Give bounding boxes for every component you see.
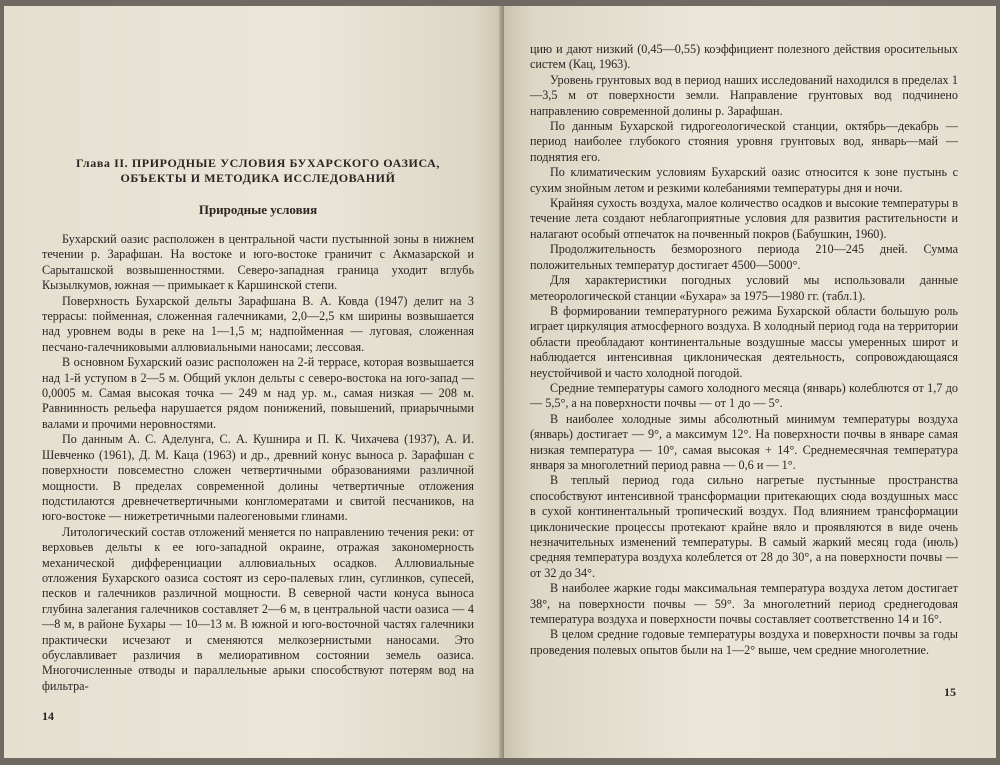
paragraph: В целом средние годовые температуры воздуха и поверхности почвы за годы проведения полевых опытов были на 1—2° выше, чем средние многолетние.	[530, 627, 958, 657]
paragraph: Средние температуры самого холодного месяца (январь) колеблются от 1,7 до — 5,5°, а на поверхности почвы — от 1 до — 5°.	[530, 380, 958, 411]
paragraph: В наиболее жаркие годы максимальная температура воздуха летом достигает 38°, на поверхности почвы — 59°. За многолетний период среднегодовая температура воздуха и поверхности почвы составляет соответственно 14 и 16°.	[530, 581, 958, 627]
paragraph: Продолжительность безморозного периода 210—245 дней. Сумма положительных температур достигает 4500—5000°.	[530, 242, 958, 272]
page-number-left: 14	[42, 709, 54, 723]
page-number-right: 15	[944, 685, 956, 699]
paragraph: Крайняя сухость воздуха, малое количество осадков и высокие температуры в течение лета создают неблагоприятные условия для развития растительности и налагают особый отпечаток на почвенный покров (Бабушкин, 1960).	[530, 196, 958, 241]
paragraph: В формировании температурного режима Бухарской области большую роль играет циркуляция атмосферного воздуха. В холодный период года на территории области преобладают континентальные воздушные массы умеренных широт и наблюдается интенсивная циклоническая деятельность, сопровождающаяся неустойчивой и часто холодной погодой.	[530, 303, 958, 380]
paragraph: В теплый период года сильно нагретые пустынные пространства способствуют интенсивной трансформации притекающих сюда воздушных масс в сухой континентальный тропический воздух. Под влиянием трансформации циклонические процессы протекают крайне вяло и проявляются в виде очень незначительных изменений температуры. В самый жаркий месяц года (июль) средняя температура воздуха колеблется от 28 до 30°, а на поверхности почвы — от 32 до 34°.	[530, 473, 958, 580]
paragraph: По данным Бухарской гидрогеологической станции, октябрь—декабрь — период наиболее глубокого стояния уровня грунтовых вод, январь—май — поднятия его.	[530, 119, 958, 164]
paragraph: Поверхность Бухарской дельты Зарафшана В. А. Ковда (1947) делит на 3 террасы: пойменная, сложенная галечниками, 2,0—2,5 км ширины возвышается над уровнем воды в реке на 1—1,5 м; надпойменная — луговая, сложенная песчано-галечниковыми аллювиальными наносами; лессовая.	[42, 293, 474, 354]
section-title: Природные условия	[198, 202, 318, 217]
paragraph: Литологический состав отложений меняется по направлению течения реки: от верховьев дельты к ее юго-западной окраине, отражая закономерность механической дифференциации аллювиальных осадков. Аллювиальные отложения Бухарского оазиса состоят из серо-палевых глин, суглинков, супесей, песков и галечников различной мощности. В северной части конуса выноса глубина залегания галечников составляет 2—6 м, в центральной части оазиса — 4—8 м, в районе Бухары — 10—13 м. В южной и юго-восточной частях галечники практически исчезают и сменяются мелкозернистыми наносами. Это обуславливает различия в мелиоративном состоянии земель оазиса. Многочисленные отводы и параллельные арыки способствуют потерям вод на фильтра-	[42, 524, 474, 693]
left-page	[4, 6, 504, 758]
paragraph: Для характеристики погодных условий мы использовали данные метеорологической станции «Бухара» за 1975—1980 гг. (табл.1).	[530, 273, 958, 303]
paragraph: Уровень грунтовых вод в период наших исследований находился в пределах 1—3,5 м от поверхности земли. Направление грунтовых вод подчинено направлению современной долины р. Зарафшан.	[530, 72, 958, 118]
paragraph: цию и дают низкий (0,45—0,55) коэффициент полезного действия оросительных систем (Кац, 1963).	[530, 42, 958, 72]
chapter-title: Глава II. ПРИРОДНЫЕ УСЛОВИЯ БУХАРСКОГО ОАЗИСА, ОБЪЕКТЫ И МЕТОДИКА ИССЛЕДОВАНИЙ	[76, 156, 440, 185]
paragraph: По данным А. С. Аделунга, С. А. Кушнира и П. К. Чихачева (1937), А. И. Шевченко (1961), Д. М. Каца (1963) и др., древний конус выноса р. Зарафшан с поверхности повсеместно сложен четвертичными образованиями различной мощности. В пределах современной долины четвертичные отложения подстилаются древнечетвертичными конгломератами и свитой песчаников, на юго-востоке — нижетретичными палеогеновыми глинами.	[42, 432, 474, 524]
paragraph: В наиболее холодные зимы абсолютный минимум температуры воздуха (январь) достигает — 9°, а максимум 12°. На поверхности почвы в январе самая низкая температура — 10°, самая высокая + 14°. Среднемесячная температура января за многолетний период равна — 0,6 и — 1°.	[530, 411, 958, 472]
paragraph: Бухарский оазис расположен в центральной части пустынной зоны в нижнем течении р. Зарафшан. На востоке и юго-востоке граничит с Акмазарской и Сарыташской возвышенностями. Северо-западная граница уходит вглубь Кызылкумов, южная — примыкает к Каршинской степи.	[42, 232, 474, 293]
paragraph: В основном Бухарский оазис расположен на 2-й террасе, которая возвышается над 1-й уступом в 2—5 м. Общий уклон дельты с северо-востока на юго-запад — 0,0005 м. Самая высокая точка — 249 м над ур. м., самая низкая — 208 м. Равнинность рельефа нарушается рядом понижений, повышений, приарычными валами и прочими неровностями.	[42, 355, 474, 431]
paragraph: По климатическим условиям Бухарский оазис относится к зоне пустынь с сухим знойным летом и резкими колебаниями температуры дня и ночи.	[530, 165, 958, 195]
right-page	[504, 6, 996, 758]
